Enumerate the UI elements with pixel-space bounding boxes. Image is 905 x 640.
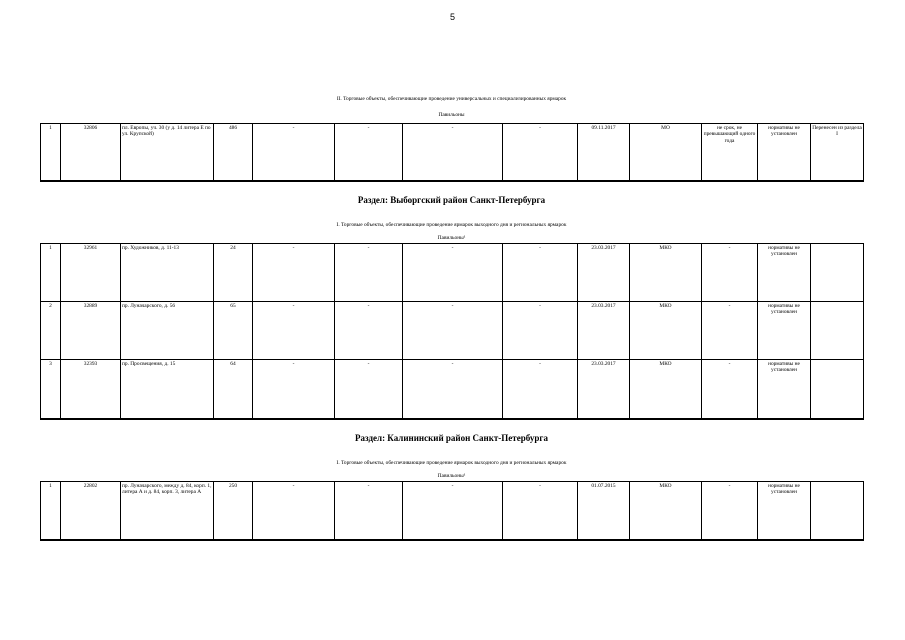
cell-registry-id: 22802 [61,482,121,540]
cell-address: пр. Просвещения, д. 15 [121,360,214,419]
cell-col8: - [503,124,578,181]
cell-owner: МКО [630,360,702,419]
cell-col7: - [403,124,503,181]
cell-area: 24 [214,244,253,302]
cell-col7: - [403,360,503,419]
cell-col7: - [403,482,503,540]
cell-area: 64 [214,360,253,419]
cell-norms: нормативы не установлен [758,124,811,181]
cell-term: - [702,244,758,302]
table-subheading-pavilions: Павильоны¹ [437,235,466,241]
cell-col6: - [335,302,403,360]
cell-registry-id: 32393 [61,360,121,419]
cell-col8: - [503,482,578,540]
section-title-kalininsky: Раздел: Калининский район Санкт-Петербурга [355,433,548,443]
cell-address: пр. Луначарского, д. 56 [121,302,214,360]
cell-term: - [702,482,758,540]
cell-norms: нормативы не установлен [758,244,811,302]
cell-registry-id: 32806 [61,124,121,181]
cell-owner: МКО [630,482,702,540]
cell-col5: - [253,244,335,302]
cell-norms: нормативы не установлен [758,302,811,360]
section-title-vyborgsky: Раздел: Выборгский район Санкт-Петербурга [357,195,546,205]
cell-term: - [702,360,758,419]
cell-col6: - [335,360,403,419]
cell-owner: МКО [630,302,702,360]
cell-address: пл. Европы, уч. 30 (у д. 14 литера Е по ул. Крупской) [121,124,214,181]
cell-term: не срок, не превышающий одного года [702,124,758,181]
cell-registry-id: 32961 [61,244,121,302]
cell-col5: - [253,482,335,540]
object-table-vyborgsky [40,243,864,420]
cell-note [811,482,864,540]
cell-owner: МО [630,124,702,181]
object-table-admiralteysky [40,123,864,182]
table-subheading-pavilions: Павильоны¹ [437,473,466,479]
table-heading-universal-fairs: II. Торговые объекты, обеспечивающие проведение универсальных и специализированных ярмарок [336,96,567,102]
cell-note: Перенесен из раздела I [811,124,864,181]
cell-norms: нормативы не установлен [758,360,811,419]
cell-registry-id: 32889 [61,302,121,360]
cell-col6: - [335,244,403,302]
cell-owner: МКО [630,244,702,302]
table-subheading-pavilions: Павильоны [438,112,465,118]
cell-number: 1 [41,482,61,540]
cell-number: 3 [41,360,61,419]
cell-note [811,302,864,360]
cell-area: 250 [214,482,253,540]
cell-col5: - [253,360,335,419]
cell-note [811,360,864,419]
table-row [41,124,864,181]
cell-col7: - [403,244,503,302]
table-heading-weekend-fairs: I. Торговые объекты, обеспечивающие проведение ярмарок выходного дня и региональных ярмарок [336,222,567,228]
cell-area: 65 [214,302,253,360]
table-heading-weekend-fairs: I. Торговые объекты, обеспечивающие проведение ярмарок выходного дня и региональных ярмарок [336,460,567,466]
cell-col8: - [503,244,578,302]
cell-date: 23.03.2017 [578,360,630,419]
table-row [41,360,864,419]
cell-col8: - [503,360,578,419]
cell-norms: нормативы не установлен [758,482,811,540]
cell-term: - [702,302,758,360]
cell-date: 01.07.2015 [578,482,630,540]
cell-note [811,244,864,302]
cell-number: 1 [41,244,61,302]
cell-col5: - [253,302,335,360]
cell-date: 23.03.2017 [578,302,630,360]
cell-address: пр. Луначарского, между д. 84, корп. 1, литера А и д. 84, корп. 3, литера А [121,482,214,540]
cell-col6: - [335,124,403,181]
page-number: 5 [449,12,455,22]
table-row [41,302,864,360]
cell-number: 1 [41,124,61,181]
cell-area: 486 [214,124,253,181]
cell-col8: - [503,302,578,360]
cell-date: 23.03.2017 [578,244,630,302]
cell-date: 09.11.2017 [578,124,630,181]
object-table-kalininsky [40,481,864,541]
cell-col6: - [335,482,403,540]
table-row [41,482,864,540]
cell-address: пр. Художников, д. 11-13 [121,244,214,302]
cell-col7: - [403,302,503,360]
cell-number: 2 [41,302,61,360]
table-row [41,244,864,302]
cell-col5: - [253,124,335,181]
